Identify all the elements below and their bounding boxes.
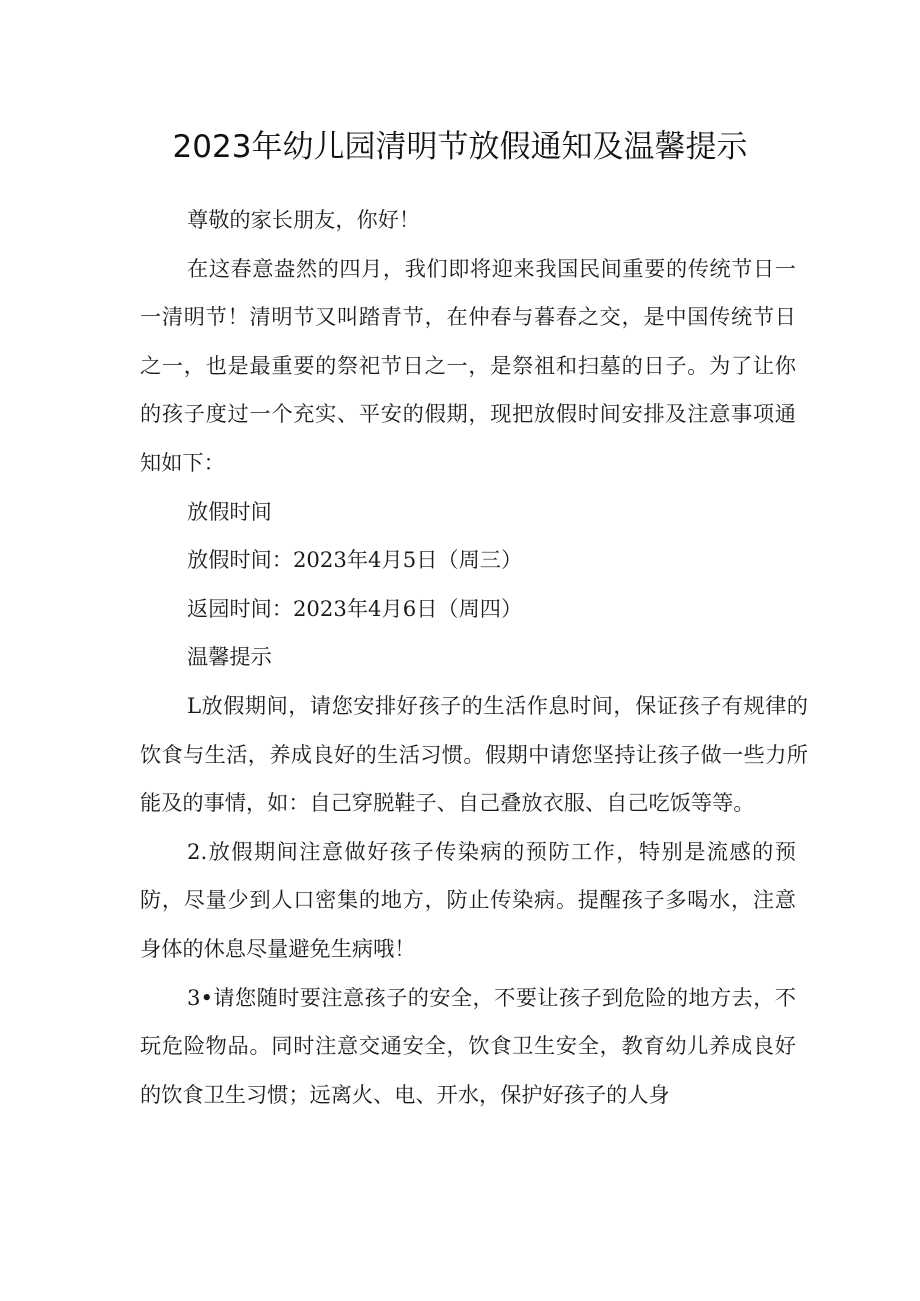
holiday-heading: 放假时间 <box>187 498 272 524</box>
intro-paragraph: 在这春意盎然的四月，我们即将迎来我国民间重要的传统节日一一清明节！清明节又叫踏青节，在仲春与暮春之交，是中国传统节日之一，也是最重要的祭祀节日之一，是祭祖和扫墓的日子。为了让你的孩子度过一个充实、平安的假期，现把放假时间安排及注意事项通知如下： <box>140 255 796 475</box>
holiday-return-line: 返园时间：2023年4月6日（周四） <box>187 595 523 621</box>
tip-paragraph-1: L放假期间，请您安排好孩子的生活作息时间，保证孩子有规律的饮食与生活，养成良好的生活习惯。假期中请您坚持让孩子做一些力所能及的事情，如：自己穿脱鞋子、自己叠放衣服、自己吃饭等等。 <box>140 692 808 816</box>
document-title: 2023年幼儿园清明节放假通知及温馨提示 <box>172 129 748 165</box>
holiday-start-line: 放假时间：2023年4月5日（周三） <box>187 547 523 573</box>
document-body <box>140 196 808 1119</box>
tip-paragraph-3: 3•请您随时要注意孩子的安全，不要让孩子到危险的地方去，不玩危险物品。同时注意交通安全，饮食卫生安全，教育幼儿养成良好的饮食卫生习惯；远离火、电、开水，保护好孩子的人身 <box>140 984 796 1107</box>
tips-heading: 温馨提示 <box>187 644 272 670</box>
greeting-paragraph: 尊敬的家长朋友，你好！ <box>187 207 421 232</box>
tip-paragraph-2: 2.放假期间注意做好孩子传染病的预防工作，特别是流感的预防，尽量少到人口密集的地方，防止传染病。提醒孩子多喝水，注意身体的休息尽量避免生病哦！ <box>140 838 796 961</box>
